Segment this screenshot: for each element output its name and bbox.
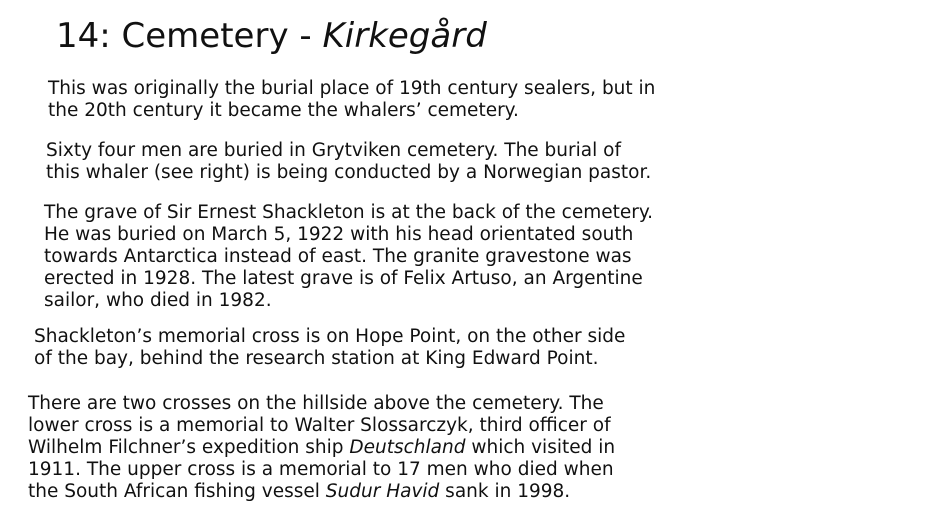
text-segment: which visited in bbox=[465, 437, 616, 458]
ship-name-deutschland: Deutschland bbox=[349, 437, 466, 458]
text-line: This was originally the burial place of 19th century sealers, but in bbox=[48, 78, 656, 99]
text-line: The grave of Sir Ernest Shackleton is at the back of the cemetery. bbox=[44, 202, 654, 223]
text-line bbox=[28, 481, 615, 503]
text-segment: Wilhelm Filchner’s expedition ship bbox=[28, 437, 350, 458]
text-line: There are two crosses on the hillside above the cemetery. The bbox=[28, 393, 604, 414]
text-line: Sixty four men are buried in Grytviken cemetery. The burial of bbox=[46, 140, 621, 161]
paragraph-burial-origin bbox=[48, 78, 655, 122]
text-line: lower cross is a memorial to Walter Slossarczyk, third officer of bbox=[28, 415, 611, 436]
paragraph-two-crosses bbox=[28, 393, 615, 503]
text-line: Shackleton’s memorial cross is on Hope Point, on the other side bbox=[34, 326, 626, 347]
title-norwegian: Kirkegård bbox=[322, 16, 487, 56]
text-line: the 20th century it became the whalers’ cemetery. bbox=[48, 100, 519, 121]
text-line: He was buried on March 5, 1922 with his head orientated south bbox=[44, 224, 634, 245]
paragraph-sixty-four-men bbox=[46, 140, 651, 184]
title-number: 14: Cemetery - bbox=[56, 16, 323, 56]
text-line: erected in 1928. The latest grave is of Felix Artuso, an Argentine bbox=[44, 268, 643, 289]
paragraph-shackleton-grave bbox=[44, 202, 653, 312]
text-line bbox=[28, 437, 615, 459]
text-segment: sank in 1998. bbox=[439, 481, 571, 502]
text-line: towards Antarctica instead of east. The granite gravestone was bbox=[44, 246, 632, 267]
vessel-name-sudur-havid: Sudur Havid bbox=[325, 481, 440, 502]
text-line: 1911. The upper cross is a memorial to 17 men who died when bbox=[28, 459, 614, 480]
text-line: this whaler (see right) is being conducted by a Norwegian pastor. bbox=[46, 162, 652, 183]
text-line: sailor, who died in 1982. bbox=[44, 290, 272, 311]
text-segment: the South African fishing vessel bbox=[28, 481, 326, 502]
page-title bbox=[56, 12, 487, 60]
paragraph-memorial-cross bbox=[34, 326, 625, 370]
text-line: of the bay, behind the research station at King Edward Point. bbox=[34, 348, 599, 369]
